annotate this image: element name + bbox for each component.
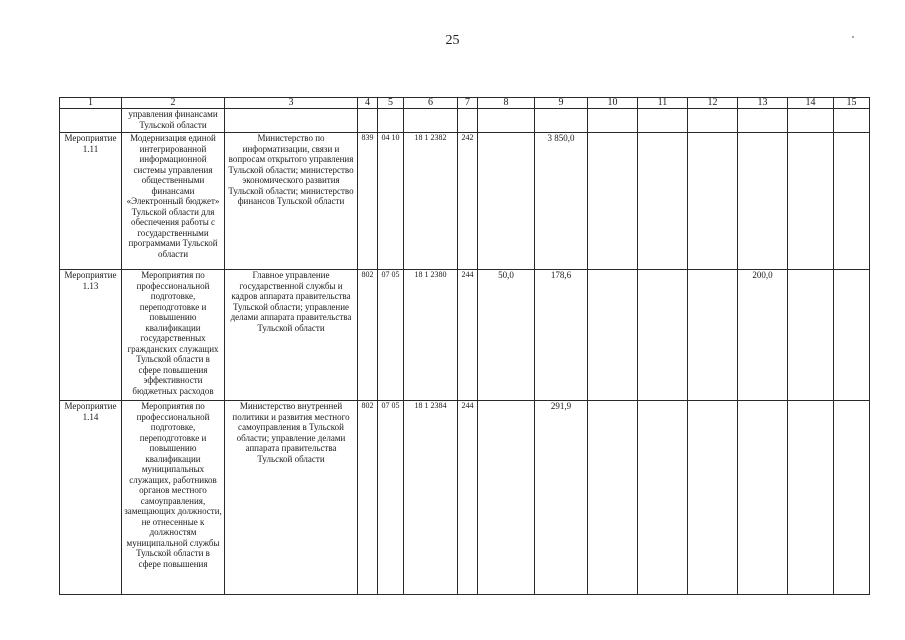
column-header: 3 [225,98,358,109]
column-header: 6 [404,98,458,109]
cell-col11 [638,133,688,270]
cell-col10 [588,270,638,401]
cell-col7: 242 [458,133,478,270]
cell-col13: 200,0 [738,270,788,401]
cell-col15 [834,401,870,595]
activity-number: Мероприятие 1.13 [60,270,122,401]
continuation-row [60,109,870,133]
cell-col5: 04 10 [378,133,404,270]
column-header: 9 [535,98,588,109]
cell-col15 [834,270,870,401]
column-header: 7 [458,98,478,109]
cell-col9: 178,6 [535,270,588,401]
cell-col6: 18 1 2384 [404,401,458,595]
cell-col12 [688,270,738,401]
activity-name: Мероприятия по профессиональной подготовке, переподготовке и повышению квалификации государственных гражданских служащих Тульской области в сфере повышения эффективности бюджетных расходов [122,270,225,401]
cell-col4: 802 [358,401,378,595]
column-header: 15 [834,98,870,109]
cell-col9: 3 850,0 [535,133,588,270]
cell-col5: 07 05 [378,270,404,401]
scan-speck [852,36,854,38]
column-header: 8 [478,98,535,109]
cell-col12 [688,401,738,595]
cell-col15 [834,133,870,270]
table-row [60,133,870,270]
cell-col14 [788,270,834,401]
cell-col12 [688,133,738,270]
cell-col6: 18 1 2380 [404,270,458,401]
cell-col10 [588,401,638,595]
cell-col14 [788,401,834,595]
table-row [60,401,870,595]
cell-col8: 50,0 [478,270,535,401]
column-header: 13 [738,98,788,109]
column-number-row [60,98,870,109]
activity-number: Мероприятие 1.11 [60,133,122,270]
cell-col8 [478,133,535,270]
column-header: 4 [358,98,378,109]
column-header: 14 [788,98,834,109]
cell-col7: 244 [458,401,478,595]
continuation-text: управления финансами Тульской области [122,109,225,133]
column-header: 5 [378,98,404,109]
cell-col10 [588,133,638,270]
column-header: 10 [588,98,638,109]
cell-col4: 802 [358,270,378,401]
cell-col5: 07 05 [378,401,404,595]
column-header: 2 [122,98,225,109]
cell-col11 [638,401,688,595]
responsible-body: Министерство внутренней политики и развития местного самоуправления в Тульской области; управление делами аппарата правительства Тульской области [225,401,358,595]
cell-col9: 291,9 [535,401,588,595]
cell-col7: 244 [458,270,478,401]
column-header: 12 [688,98,738,109]
activity-name: Мероприятия по профессиональной подготовке, переподготовке и повышению квалификации муниципальных служащих, работников органов местного самоуправления, замещающих должности, не отнесенные к должностям муниципальной службы Тульской области в сфере повышения [122,401,225,595]
cell-col4: 839 [358,133,378,270]
page-number: 25 [445,33,460,48]
cell-col11 [638,270,688,401]
responsible-body: Главное управление государственной службы и кадров аппарата правительства Тульской области; управление делами аппарата правительства Тульской области [225,270,358,401]
budget-table [59,97,870,595]
table-row [60,270,870,401]
column-header: 1 [60,98,122,109]
cell-col8 [478,401,535,595]
cell-col6: 18 1 2382 [404,133,458,270]
column-header: 11 [638,98,688,109]
activity-number: Мероприятие 1.14 [60,401,122,595]
cell-col14 [788,133,834,270]
responsible-body: Министерство по информатизации, связи и вопросам открытого управления Тульской области; министерство экономического развития Тульской области; министерство финансов Тульской области [225,133,358,270]
activity-name: Модернизация единой интегрированной информационной системы управления общественными финансами «Электронный бюджет» Тульской области для обеспечения работы с государственными программами Тульской области [122,133,225,270]
cell-col13 [738,133,788,270]
cell-col13 [738,401,788,595]
